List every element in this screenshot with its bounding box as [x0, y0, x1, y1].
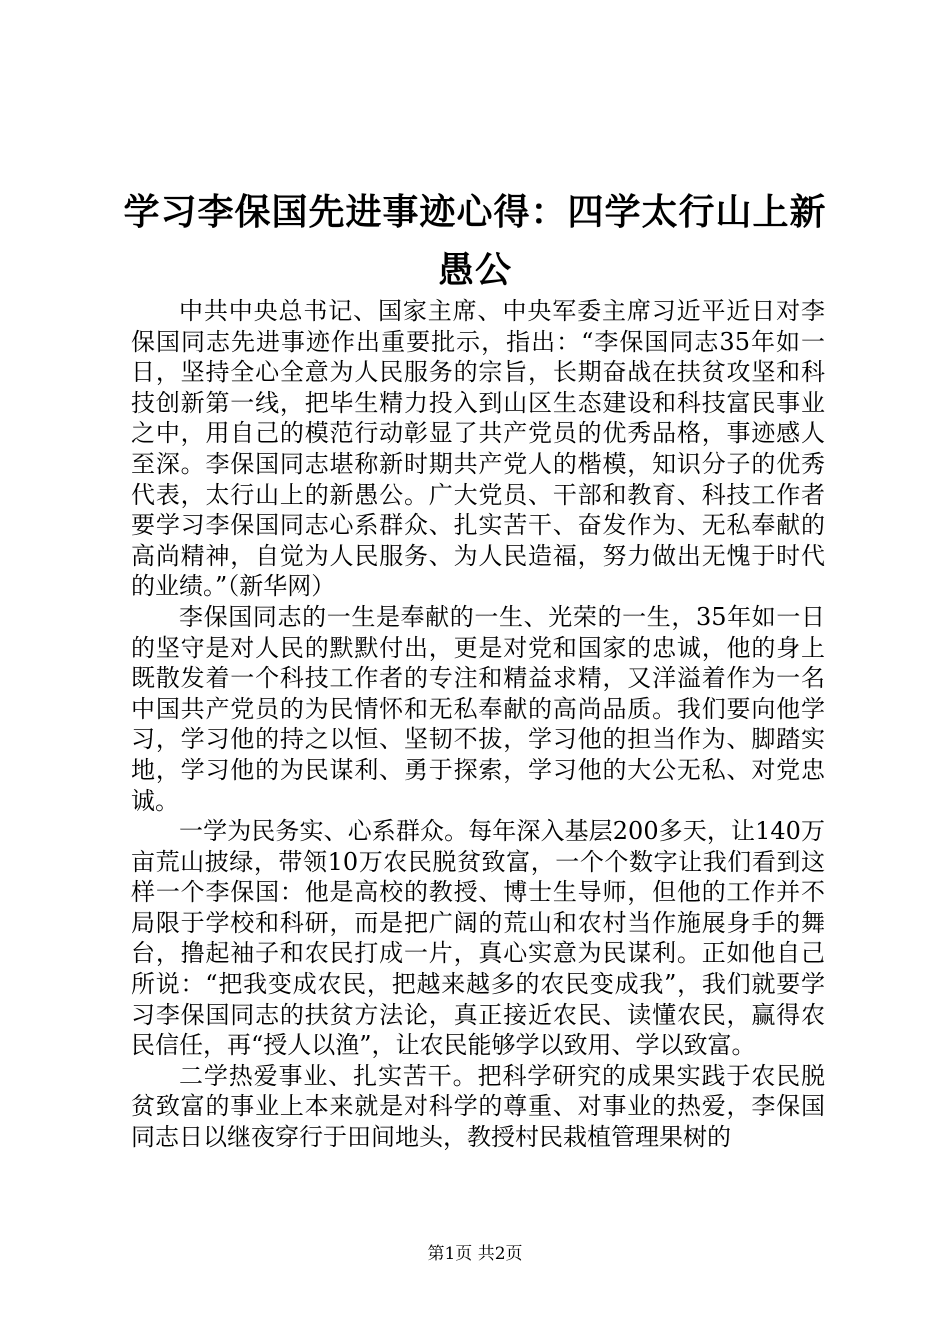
document-title: 学习李保国先进事迹心得：四学太行山上新愚公: [123, 192, 827, 292]
paragraph-3: 一学为民务实、心系群众。每年深入基层200多天，让140万亩荒山披绿，带领10万农民脱贫致富，一个个数字让我们看到这样一个李保国：他是高校的教授、博士生导师，但他的工作并不局限于学校和科研，而是把广阔的荒山和农村当作施展身手的舞台，撸起袖子和农民打成一片，真心实意为民谋利。正如他自己所说：“把我变成农民，把越来越多的农民变成我”，我们就要学习李保国同志的扶贫方法论，真正接近农民、读懂农民，赢得农民信任，再“授人以渔”，让农民能够学以致用、学以致富。: [131, 817, 825, 1060]
page-number-footer: 第1页 共2页: [427, 1244, 523, 1264]
paragraph-2: 李保国同志的一生是奉献的一生、光荣的一生，35年如一日的坚守是对人民的默默付出，更是对党和国家的忠诚，他的身上既散发着一个科技工作者的专注和精益求精，又洋溢着作为一名中国共产党员的为民情怀和无私奉献的高尚品质。我们要向他学习，学习他的持之以恒、坚韧不拔，学习他的担当作为、脚踏实地，学习他的为民谋利、勇于探索，学习他的大公无私、对党忠诚。: [131, 602, 825, 815]
paragraph-1: 中共中央总书记、国家主席、中央军委主席习近平近日对李保国同志先进事迹作出重要批示，指出：“李保国同志35年如一日，坚持全心全意为人民服务的宗旨，长期奋战在扶贫攻坚和科技创新第一线，把毕生精力投入到山区生态建设和科技富民事业之中，用自己的模范行动彰显了共产党员的优秀品格，事迹感人至深。李保国同志堪称新时期共产党人的楷模，知识分子的优秀代表，太行山上的新愚公。广大党员、干部和教育、科技工作者要学习李保国同志心系群众、扎实苦干、奋发作为、无私奉献的高尚精神，自觉为人民服务、为人民造福，努力做出无愧于时代的业绩。”（新华网）: [131, 297, 825, 601]
paragraph-4: 二学热爱事业、扎实苦干。把科学研究的成果实践于农民脱贫致富的事业上本来就是对科学的尊重、对事业的热爱，李保国同志日以继夜穿行于田间地头，教授村民栽植管理果树的: [131, 1061, 825, 1152]
document-body: [131, 296, 825, 1153]
